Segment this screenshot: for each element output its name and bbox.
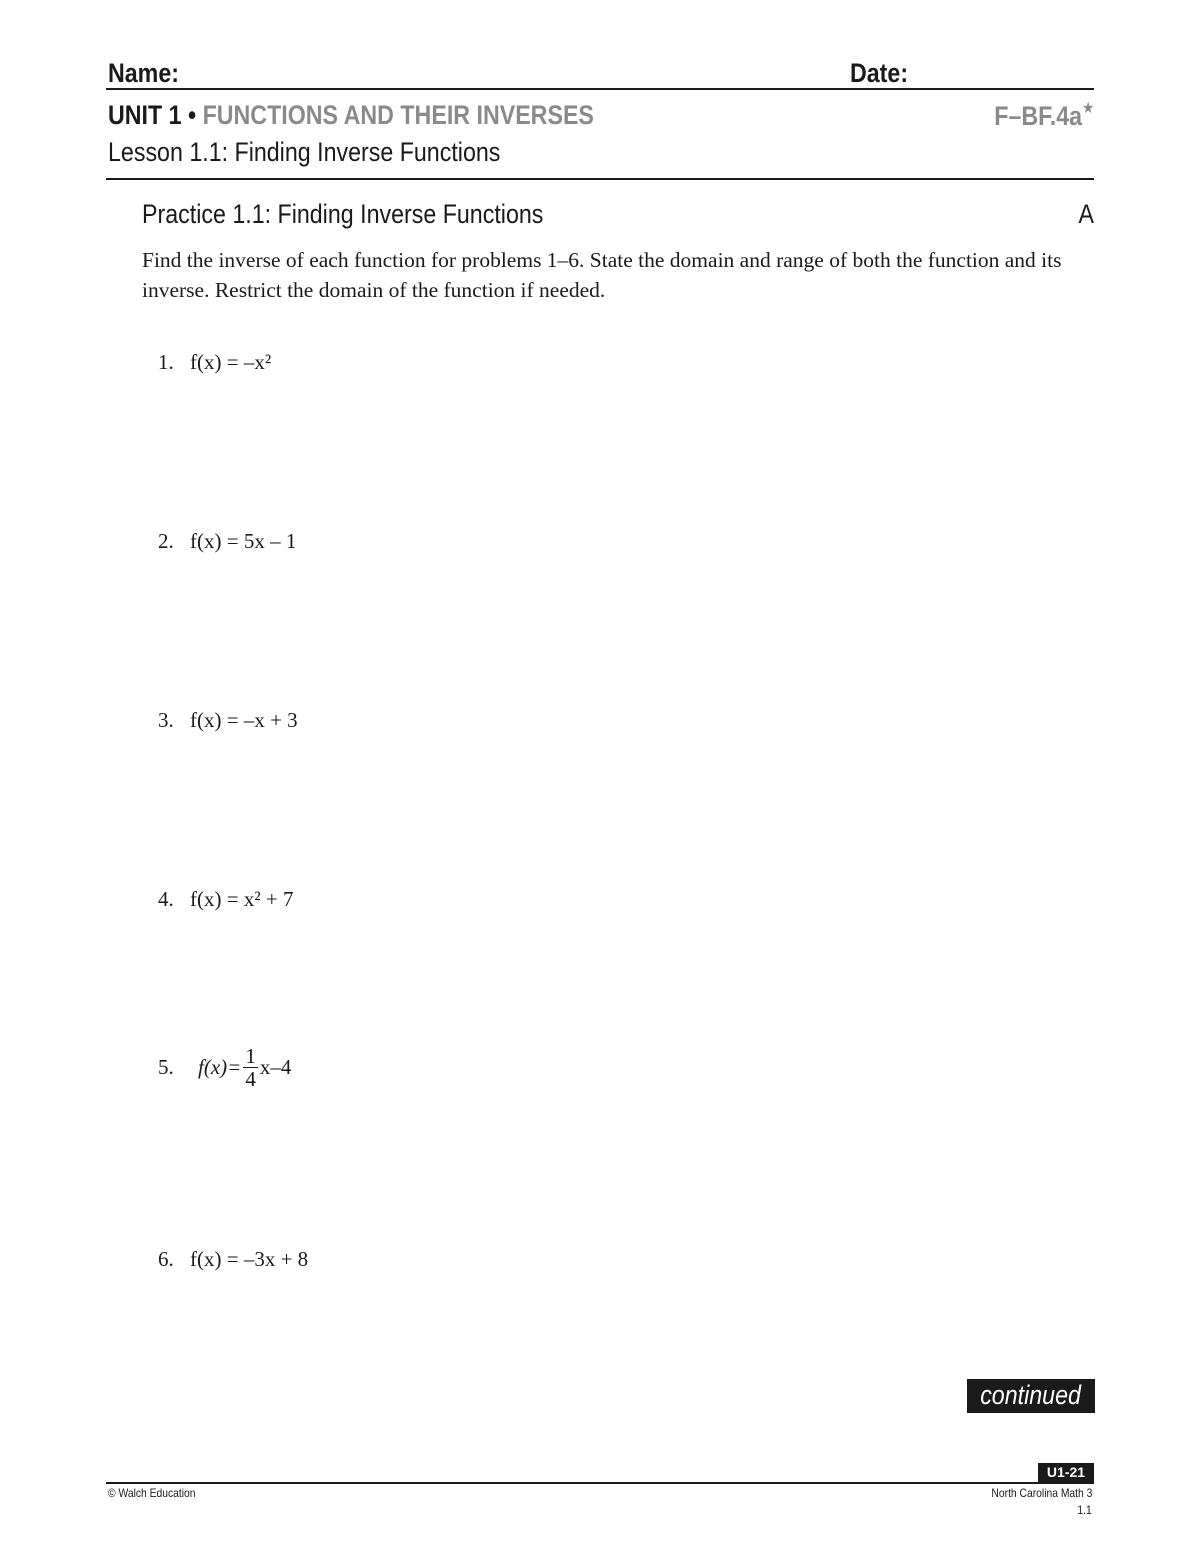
lesson-title: Lesson 1.1: Finding Inverse Functions [108, 137, 501, 167]
section-rule [106, 178, 1094, 180]
unit-heading [108, 100, 673, 131]
standard-code: F–BF.4a★ [993, 100, 1094, 131]
header-rule [106, 88, 1094, 90]
book-title: North Carolina Math 3 [991, 1486, 1092, 1500]
book-version: 1.1 [1077, 1503, 1092, 1517]
function-expression: f(x) = –3x + 8 [190, 1247, 309, 1271]
instructions: Find the inverse of each function for problems 1–6. State the domain and range of both the function and its inverse. Restrict the domain of the function if needed. [142, 248, 1062, 302]
problem-2: 2. f(x) = 5x – 1 [158, 529, 297, 553]
star-icon: ★ [1081, 100, 1094, 117]
problem-6: 6. f(x) = –3x + 8 [158, 1247, 309, 1271]
problem-5: 5. f(x)= $\frac{1}{4}$ x–4 [158, 1044, 292, 1091]
practice-title: Practice 1.1: Finding Inverse Functions [142, 199, 544, 229]
practice-version: A [1078, 199, 1094, 229]
page-number: U1-21 [1038, 1463, 1094, 1482]
date-label: Date: [850, 58, 909, 88]
unit-label: UNIT 1 • [108, 100, 197, 130]
function-expression: f(x) = –x² [190, 350, 272, 374]
footer-rule [106, 1482, 1094, 1484]
problem-1: 1. f(x) = –x² [158, 350, 272, 374]
function-expression: f(x) = x² + 7 [190, 887, 294, 911]
problem-4: 4. f(x) = x² + 7 [158, 887, 294, 911]
function-expression: f(x) = –x + 3 [190, 708, 298, 732]
function-expression: f(x) = 5x – 1 [190, 529, 297, 553]
name-label: Name: [108, 58, 179, 88]
copyright: © Walch Education [108, 1486, 196, 1500]
fraction: $\frac{1}{4}$ [245, 1044, 256, 1091]
unit-title: FUNCTIONS AND THEIR INVERSES [202, 100, 594, 130]
problem-3: 3. f(x) = –x + 3 [158, 708, 298, 732]
continued-badge: continued [967, 1379, 1095, 1413]
